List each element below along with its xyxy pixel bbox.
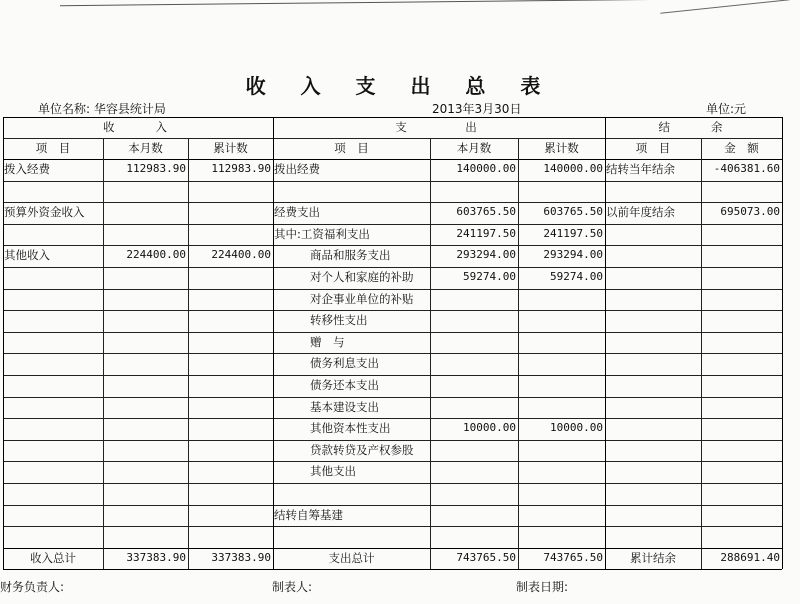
balance-item-col: 项 目 [635, 141, 671, 155]
totals-inc-cum: 337383.90 [211, 550, 271, 564]
unit-name-value: 华容县统计局 [93, 102, 166, 116]
table-cell-inc-cum: 224400.00 [211, 248, 271, 262]
table-cell-inc-item: 预算外资金收入 [4, 205, 85, 220]
table-cell-inc-month: 224400.00 [126, 248, 186, 262]
table-cell-exp-item: 赠 与 [310, 334, 345, 349]
table-cell-exp-month: 59274.00 [463, 270, 516, 283]
expense-item-col: 项 目 [334, 141, 369, 155]
table-cell-exp-item: 债务利息支出 [310, 356, 379, 371]
prep-date-field: 制表日期: [516, 580, 569, 594]
table-cell-exp-item: 结转自筹基建 [274, 507, 343, 522]
table-cell-exp-cum: 59274.00 [550, 270, 603, 283]
table-cell-exp-cum: 603765.50 [543, 205, 603, 219]
table-cell-exp-month: 241197.50 [456, 226, 516, 240]
table-cell-bal-amount: -406381.60 [713, 162, 780, 175]
table-cell-exp-item: 对个人和家庭的补助 [310, 270, 414, 284]
table-cell-bal-item: 结转当年结余 [606, 162, 675, 176]
totals-bal-item: 累计结余 [630, 550, 676, 565]
income-header: 收 入 [103, 120, 173, 134]
currency-unit: 单位:元 [706, 102, 747, 116]
income-month-col: 本月数 [128, 141, 163, 155]
finance-head-field: 财务负责人: [0, 580, 65, 594]
unit-name-label: 单位名称: [38, 102, 91, 116]
expense-header: 支 出 [395, 120, 483, 134]
table-cell-exp-item: 转移性支出 [310, 313, 368, 328]
totals-inc-item: 收入总计 [30, 550, 76, 565]
totals-exp-cum: 743765.50 [543, 550, 603, 564]
table-cell-exp-cum: 241197.50 [543, 226, 603, 240]
unit-name-field [38, 100, 166, 117]
totals-exp-month: 743765.50 [456, 550, 516, 564]
table-cell-exp-cum: 10000.00 [550, 421, 603, 435]
totals-bal-amount: 288691.40 [720, 550, 780, 564]
table-cell-exp-item: 基本建设支出 [310, 399, 379, 414]
expense-month-col: 本月数 [456, 141, 492, 155]
table-cell-inc-cum: 112983.90 [211, 162, 271, 175]
table-cell-exp-item: 其中:工资福利支出 [274, 226, 370, 241]
totals-inc-month: 337383.90 [126, 550, 186, 564]
totals-exp-item: 支出总计 [328, 550, 375, 565]
table-cell-exp-item: 债务还本支出 [310, 378, 379, 392]
income-cumulative-col: 累计数 [213, 141, 248, 155]
table-cell-bal-amount: 695073.00 [720, 205, 780, 219]
balance-header: 结 余 [658, 120, 729, 134]
table-cell-exp-month: 10000.00 [463, 421, 516, 435]
table-cell-inc-month: 112983.90 [126, 162, 186, 175]
table-cell-exp-item: 对企事业单位的补贴 [310, 291, 414, 306]
table-cell-exp-month: 140000.00 [456, 162, 516, 175]
income-expense-table [3, 117, 782, 569]
table-cell-exp-item: 经费支出 [274, 205, 320, 220]
preparer-field: 制表人: [272, 580, 313, 594]
report-title: 收 入 支 出 总 表 [245, 74, 555, 98]
income-item-col: 项 目 [35, 141, 71, 155]
table-cell-exp-item: 其他资本性支出 [310, 421, 391, 436]
table-cell-exp-item: 拨出经费 [274, 162, 320, 176]
report-date: 2013年3月30日 [432, 102, 522, 116]
table-cell-exp-cum: 293294.00 [543, 248, 603, 262]
table-cell-inc-item: 其他收入 [4, 248, 50, 263]
table-cell-exp-item: 其他支出 [310, 464, 356, 479]
table-cell-inc-item: 拨入经费 [4, 162, 50, 176]
expense-cumulative-col: 累计数 [544, 141, 579, 155]
table-cell-exp-month: 293294.00 [456, 248, 516, 262]
table-cell-exp-cum: 140000.00 [543, 162, 603, 175]
balance-amount-col: 金 额 [724, 141, 759, 155]
table-cell-exp-item: 贷款转贷及产权参股 [310, 442, 414, 457]
table-cell-exp-month: 603765.50 [456, 205, 516, 219]
table-cell-bal-item: 以前年度结余 [606, 205, 675, 220]
table-cell-exp-item: 商品和服务支出 [310, 248, 391, 263]
